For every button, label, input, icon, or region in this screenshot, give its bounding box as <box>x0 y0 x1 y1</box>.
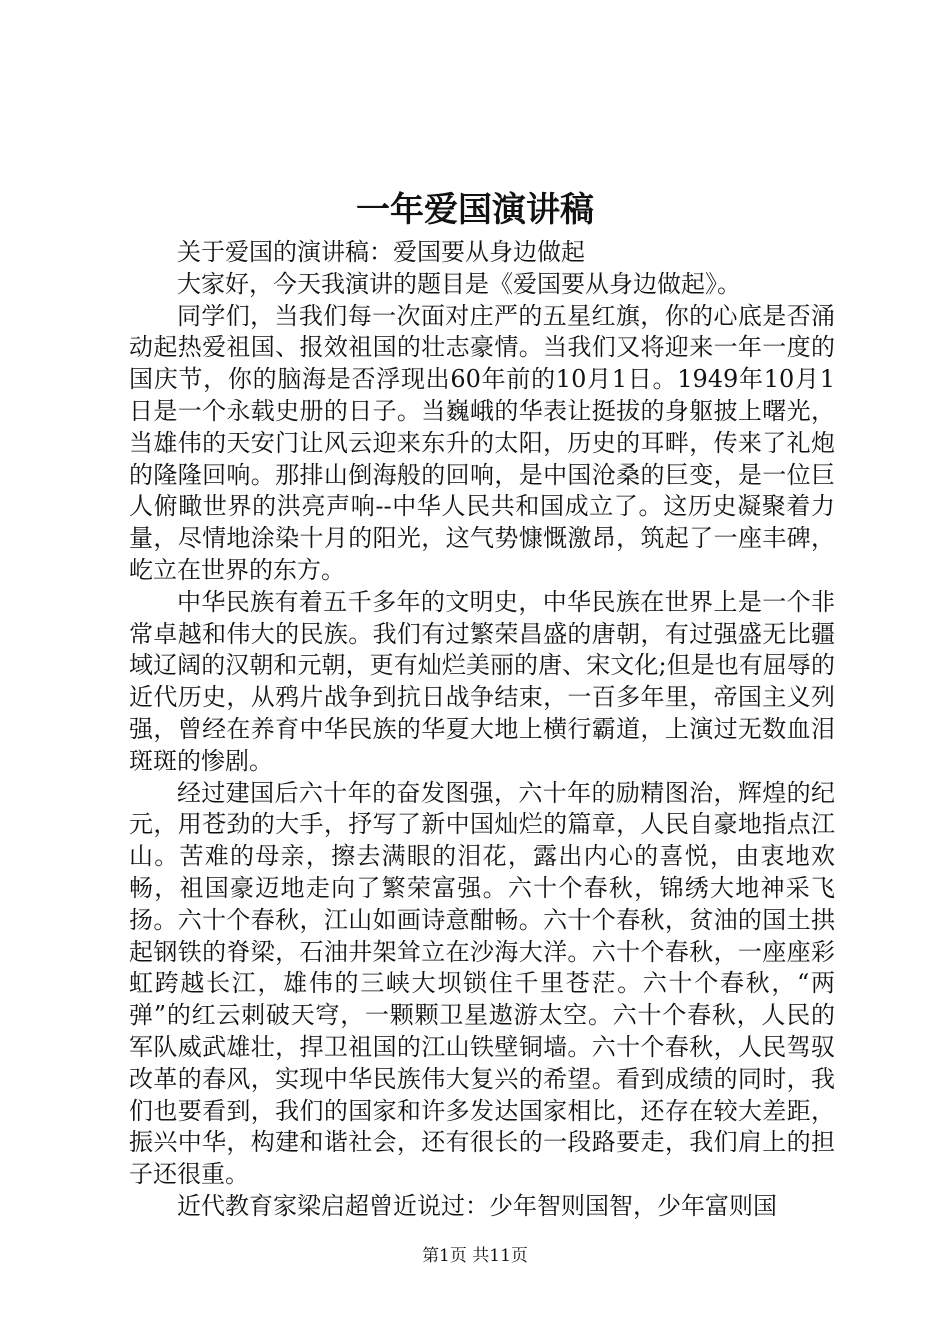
page-title: 一年爱国演讲稿 <box>356 190 594 230</box>
page-footer: 第1页 共11页 <box>422 1246 528 1266</box>
paragraph-greeting: 大家好，今天我演讲的题目是《爱国要从身边做起》。 <box>177 269 741 298</box>
speech-body <box>129 237 835 1223</box>
paragraph-subtitle: 关于爱国的演讲稿：爱国要从身边做起 <box>177 238 585 266</box>
paragraph-sixty-years: 经过建国后六十年的奋发图强，六十年的励精图治，辉煌的纪元，用苍劲的大手，抒写了新中国灿烂的篇章，人民自豪地指点江山。苦难的母亲，擦去满眼的泪花，露出内心的喜悦，由衷地欢畅，祖国豪迈地走向了繁荣富强。六十个春秋，锦绣大地神采飞扬。六十个春秋，江山如画诗意酣畅。六十个春秋，贫油的国土拱起钢铁的脊梁，石油井架耸立在沙海大洋。六十个春秋，一座座彩虹跨越长江，雄伟的三峡大坝锁住千里苍茫。六十个春秋，“两弹”的红云刺破天穹，一颗颗卫星遨游太空。六十个春秋，人民的军队威武雄壮，捍卫祖国的江山铁壁铜墙。六十个春秋，人民驾驭改革的春风，实现中华民族伟大复兴的希望。看到成绩的同时，我们也要看到，我们的国家和许多发达国家相比，还存在较大差距，振兴中华，构建和谐社会，还有很长的一段路要走，我们肩上的担子还很重。 <box>129 778 835 1189</box>
paragraph-history: 中华民族有着五千多年的文明史，中华民族在世界上是一个非常卓越和伟大的民族。我们有过繁荣昌盛的唐朝，有过强盛无比疆域辽阔的汉朝和元朝，更有灿烂美丽的唐、宋文化;但是也有屈辱的近代历史，从鸦片战争到抗日战争结束，一百多年里，帝国主义列强，曾经在养育中华民族的华夏大地上横行霸道，上演过无数血泪斑斑的惨剧。 <box>129 587 835 775</box>
paragraph-liang-qichao: 近代教育家梁启超曾近说过：少年智则国智，少年富则国 <box>177 1191 777 1220</box>
paragraph-national-flag: 同学们，当我们每一次面对庄严的五星红旗，你的心底是否涌动起热爱祖国、报效祖国的壮志豪情。当我们又将迎来一年一度的国庆节，你的脑海是否浮现出60年前的10月1日。1949年10月1日是一个永载史册的日子。当巍峨的华表让挺拔的身躯披上曙光，当雄伟的天安门让风云迎来东升的太阳，历史的耳畔，传来了礼炮的隆隆回响。那排山倒海般的回响，是中国沧桑的巨变，是一位巨人俯瞰世界的洪亮声响--中华人民共和国成立了。这历史凝聚着力量，尽情地涂染十月的阳光，这气势慷慨激昂，筑起了一座丰碑，屹立在世界的东方。 <box>129 301 835 584</box>
